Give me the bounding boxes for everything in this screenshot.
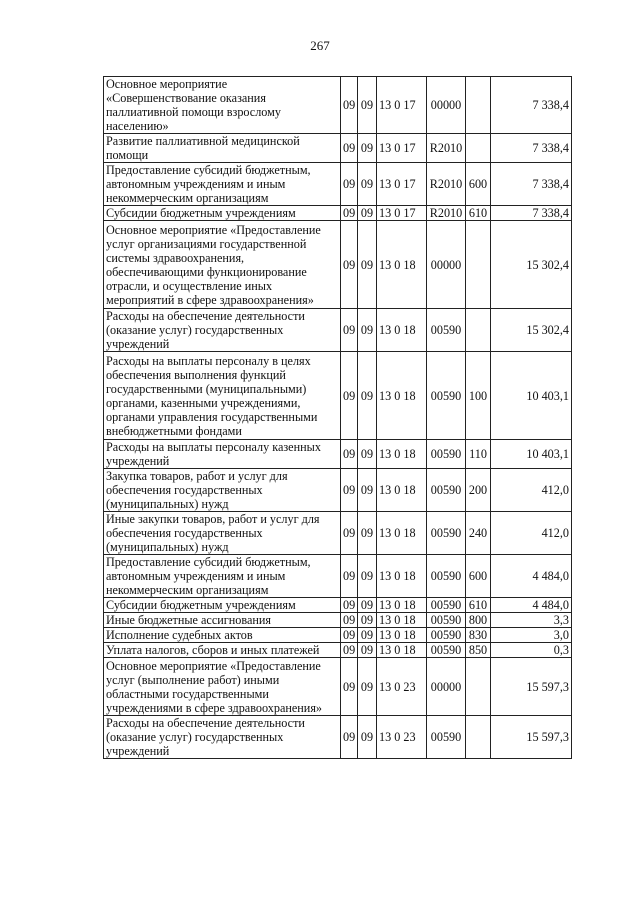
row-target-article: 13 0 18 [377,613,427,628]
row-expense-type [466,221,491,309]
row-name: Основное мероприятие «Предоставление услуг (выполнение работ) иными областными государственными учреждениями в сфере здравоохранения» [104,658,341,716]
row-expense-code: 00590 [427,555,466,598]
table-row [104,352,572,440]
row-target-article: 13 0 18 [377,309,427,352]
row-name: Предоставление субсидий бюджетным, автономным учреждениям и иным некоммерческим организациям [104,163,341,206]
row-subsection: 09 [358,440,377,469]
row-section: 09 [341,512,358,555]
row-expense-code: 00590 [427,613,466,628]
row-section: 09 [341,716,358,759]
row-amount: 15 302,4 [491,221,572,309]
row-expense-type: 600 [466,555,491,598]
row-expense-type: 610 [466,206,491,221]
row-target-article: 13 0 23 [377,658,427,716]
row-expense-code: 00590 [427,469,466,512]
row-amount: 3,0 [491,628,572,643]
row-section: 09 [341,598,358,613]
row-target-article: 13 0 18 [377,643,427,658]
row-amount: 10 403,1 [491,352,572,440]
row-subsection: 09 [358,716,377,759]
row-amount: 412,0 [491,469,572,512]
row-subsection: 09 [358,628,377,643]
table-row [104,163,572,206]
row-amount: 412,0 [491,512,572,555]
row-expense-type [466,658,491,716]
row-target-article: 13 0 18 [377,352,427,440]
row-expense-type [466,716,491,759]
row-expense-type: 600 [466,163,491,206]
table-row [104,555,572,598]
row-target-article: 13 0 18 [377,598,427,613]
row-target-article: 13 0 18 [377,440,427,469]
row-amount: 15 302,4 [491,309,572,352]
row-expense-code: 00590 [427,512,466,555]
row-expense-type: 200 [466,469,491,512]
row-expense-type: 100 [466,352,491,440]
table-row [104,221,572,309]
table-row [104,628,572,643]
row-name: Уплата налогов, сборов и иных платежей [104,643,341,658]
table-row [104,658,572,716]
row-expense-type: 110 [466,440,491,469]
row-name: Предоставление субсидий бюджетным, автономным учреждениям и иным некоммерческим организациям [104,555,341,598]
row-target-article: 13 0 17 [377,206,427,221]
row-target-article: 13 0 23 [377,716,427,759]
row-subsection: 09 [358,352,377,440]
row-subsection: 09 [358,206,377,221]
row-expense-type [466,309,491,352]
table-row [104,440,572,469]
row-subsection: 09 [358,512,377,555]
row-expense-type: 240 [466,512,491,555]
row-amount: 4 484,0 [491,598,572,613]
row-expense-type: 610 [466,598,491,613]
row-expense-code: R2010 [427,206,466,221]
row-name: Субсидии бюджетным учреждениям [104,598,341,613]
row-section: 09 [341,658,358,716]
budget-table [103,76,572,759]
row-amount: 4 484,0 [491,555,572,598]
row-amount: 7 338,4 [491,206,572,221]
row-section: 09 [341,77,358,134]
table-row [104,77,572,134]
row-expense-code: 00000 [427,658,466,716]
row-expense-code: 00590 [427,440,466,469]
row-subsection: 09 [358,658,377,716]
table-row [104,134,572,163]
row-amount: 15 597,3 [491,716,572,759]
table-row [104,716,572,759]
row-section: 09 [341,440,358,469]
table-row [104,613,572,628]
row-target-article: 13 0 18 [377,555,427,598]
row-subsection: 09 [358,469,377,512]
row-target-article: 13 0 18 [377,221,427,309]
row-expense-code: 00000 [427,221,466,309]
table-row [104,469,572,512]
row-name: Развитие паллиативной медицинской помощи [104,134,341,163]
row-section: 09 [341,469,358,512]
row-target-article: 13 0 17 [377,77,427,134]
row-expense-code: R2010 [427,134,466,163]
table-row [104,309,572,352]
row-name: Иные бюджетные ассигнования [104,613,341,628]
table-row [104,598,572,613]
row-amount: 7 338,4 [491,163,572,206]
row-section: 09 [341,134,358,163]
row-subsection: 09 [358,598,377,613]
row-section: 09 [341,643,358,658]
row-section: 09 [341,309,358,352]
row-subsection: 09 [358,613,377,628]
row-name: Иные закупки товаров, работ и услуг для обеспечения государственных (муниципальных) нужд [104,512,341,555]
row-subsection: 09 [358,555,377,598]
row-section: 09 [341,163,358,206]
row-section: 09 [341,613,358,628]
row-expense-code: 00590 [427,628,466,643]
row-expense-type [466,134,491,163]
row-amount: 10 403,1 [491,440,572,469]
row-amount: 0,3 [491,643,572,658]
row-name: Основное мероприятие «Предоставление услуг организациями государственной системы здравоохранения, обеспечивающими функционирование отрасли, и осуществление иных мероприятий в сфере здравоохранения» [104,221,341,309]
row-section: 09 [341,352,358,440]
row-expense-type: 830 [466,628,491,643]
row-subsection: 09 [358,221,377,309]
row-expense-code: 00590 [427,309,466,352]
row-name: Основное мероприятие «Совершенствование оказания паллиативной помощи взрослому населению» [104,77,341,134]
row-expense-type [466,77,491,134]
row-section: 09 [341,628,358,643]
row-name: Исполнение судебных актов [104,628,341,643]
row-target-article: 13 0 18 [377,512,427,555]
row-expense-type: 850 [466,643,491,658]
row-subsection: 09 [358,134,377,163]
row-name: Расходы на обеспечение деятельности (оказание услуг) государственных учреждений [104,716,341,759]
row-amount: 15 597,3 [491,658,572,716]
row-name: Расходы на обеспечение деятельности (оказание услуг) государственных учреждений [104,309,341,352]
row-name: Расходы на выплаты персоналу в целях обеспечения выполнения функций государственными (муниципальными) органами, казенными учреждениями, органами управления государственными внебюджетными фондами [104,352,341,440]
row-expense-code: 00000 [427,77,466,134]
table-row [104,643,572,658]
row-target-article: 13 0 17 [377,163,427,206]
row-amount: 3,3 [491,613,572,628]
row-expense-code: 00590 [427,643,466,658]
row-expense-code: R2010 [427,163,466,206]
table-row [104,206,572,221]
row-subsection: 09 [358,163,377,206]
row-expense-type: 800 [466,613,491,628]
row-amount: 7 338,4 [491,77,572,134]
table-row [104,512,572,555]
row-subsection: 09 [358,643,377,658]
row-section: 09 [341,555,358,598]
row-section: 09 [341,221,358,309]
row-expense-code: 00590 [427,716,466,759]
row-amount: 7 338,4 [491,134,572,163]
row-target-article: 13 0 18 [377,469,427,512]
page-number: 267 [310,38,330,53]
row-target-article: 13 0 17 [377,134,427,163]
row-subsection: 09 [358,77,377,134]
row-target-article: 13 0 18 [377,628,427,643]
row-name: Субсидии бюджетным учреждениям [104,206,341,221]
row-name: Закупка товаров, работ и услуг для обеспечения государственных (муниципальных) нужд [104,469,341,512]
row-name: Расходы на выплаты персоналу казенных учреждений [104,440,341,469]
row-subsection: 09 [358,309,377,352]
row-expense-code: 00590 [427,352,466,440]
row-section: 09 [341,206,358,221]
row-expense-code: 00590 [427,598,466,613]
table-body [104,77,572,759]
